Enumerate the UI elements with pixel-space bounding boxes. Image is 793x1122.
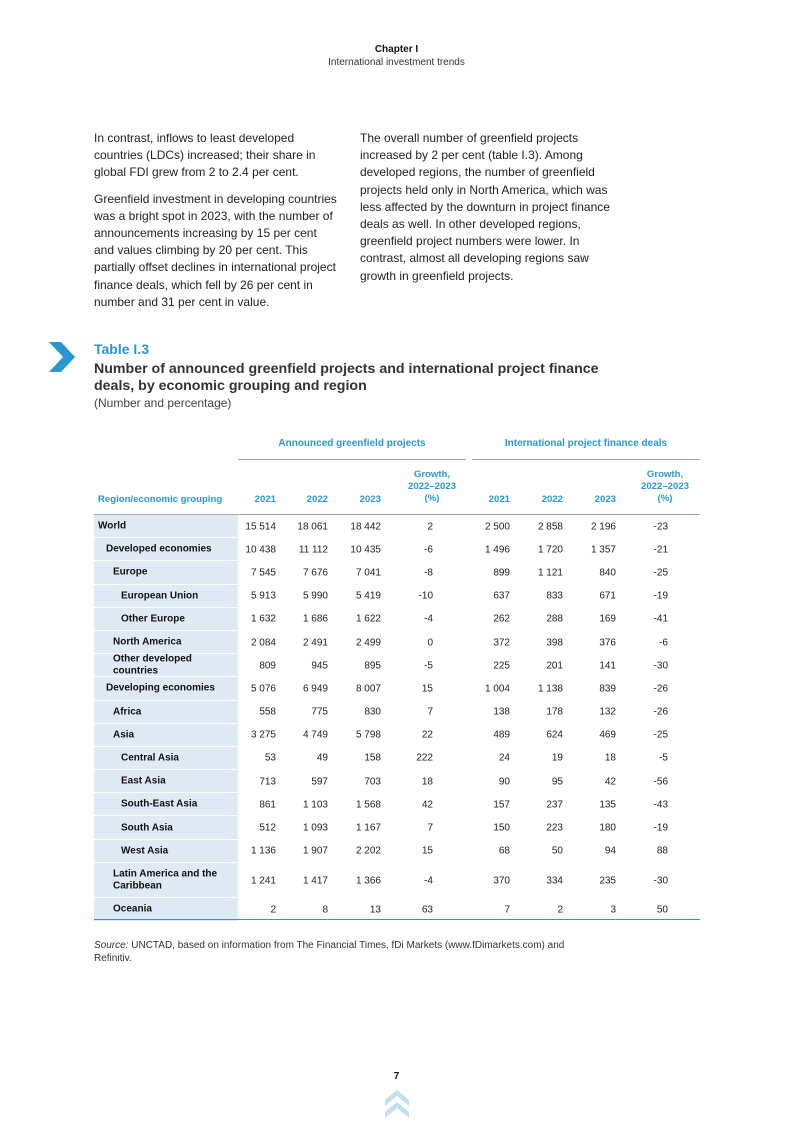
value-cell: 169: [599, 613, 616, 625]
value-cell: 1 622: [355, 613, 381, 625]
row-label: Other developed countries: [113, 653, 192, 677]
growth-cell: 22: [421, 729, 433, 741]
group-divider: [472, 459, 700, 460]
value-cell: 2 196: [590, 521, 616, 533]
row-label: Developed economies: [106, 543, 212, 555]
column-headers: [94, 467, 700, 513]
value-cell: 7 676: [302, 567, 328, 579]
table-row: [94, 515, 700, 538]
value-cell: 5 798: [355, 729, 381, 741]
value-cell: 1 138: [537, 683, 563, 695]
value-cell: 1 241: [250, 875, 276, 887]
value-cell: 1 720: [537, 544, 563, 556]
growth-header-line: (%): [424, 493, 440, 504]
value-cell: 1 121: [537, 567, 563, 579]
table-row: [94, 654, 700, 677]
value-cell: 2 084: [250, 637, 276, 649]
value-cell: 5 419: [355, 590, 381, 602]
value-cell: 2: [270, 904, 276, 916]
value-cell: 1 907: [302, 845, 328, 857]
growth-cell: -19: [653, 822, 668, 834]
value-cell: 895: [364, 660, 381, 672]
row-label: Other Europe: [121, 613, 185, 625]
value-cell: 713: [259, 776, 276, 788]
value-cell: 13: [369, 904, 381, 916]
value-cell: 830: [364, 706, 381, 718]
column-header-2021: 2021: [488, 494, 510, 505]
value-cell: 775: [311, 706, 328, 718]
group-header-greenfield: Announced greenfield projects: [278, 438, 426, 449]
value-cell: 94: [604, 845, 616, 857]
column-header-growth: [394, 469, 470, 505]
growth-cell: -23: [653, 521, 668, 533]
value-cell: 840: [599, 567, 616, 579]
value-cell: 7 545: [250, 567, 276, 579]
growth-cell: 63: [421, 904, 433, 916]
value-cell: 68: [498, 845, 510, 857]
body-column-left: [94, 130, 340, 320]
value-cell: 180: [599, 822, 616, 834]
row-label: Asia: [113, 729, 135, 741]
table-row: [94, 608, 700, 631]
paragraph: Greenfield investment in developing countries was a bright spot in 2023, with the number of announcements increasing by 15 per cent and values climbing by 20 per cent. This partially offset declines in international project finance deals, which fell by 26 per cent in number and 31 per cent in value.: [94, 191, 337, 309]
growth-cell: 15: [421, 683, 433, 695]
value-cell: 150: [493, 822, 510, 834]
value-cell: 1 103: [302, 799, 328, 811]
value-cell: 262: [493, 613, 510, 625]
value-cell: 899: [493, 567, 510, 579]
column-header-2021: 2021: [254, 494, 276, 505]
value-cell: 1 357: [590, 544, 616, 556]
value-cell: 833: [546, 590, 563, 602]
growth-header-line: Growth,: [413, 469, 451, 480]
chapter-title: Chapter I: [374, 44, 419, 55]
growth-cell: -25: [653, 567, 668, 579]
column-header-growth: [628, 469, 702, 505]
column-header-2022: 2022: [541, 494, 563, 505]
value-cell: 18: [604, 752, 616, 764]
body-column-right: [360, 130, 610, 294]
value-cell: 288: [546, 613, 563, 625]
value-cell: 95: [551, 776, 563, 788]
growth-header-line: 2022–2023: [640, 481, 690, 492]
value-cell: 132: [599, 706, 616, 718]
growth-cell: -5: [424, 660, 433, 672]
value-cell: 597: [311, 776, 328, 788]
table-row: [94, 677, 700, 700]
table-title: Number of announced greenfield projects and international project finance deals, by economic grouping and region: [94, 361, 599, 394]
value-cell: 558: [259, 706, 276, 718]
value-cell: 1 568: [355, 799, 381, 811]
value-cell: 3: [610, 904, 616, 916]
value-cell: 90: [498, 776, 510, 788]
value-cell: 1 632: [250, 613, 276, 625]
growth-cell: -21: [653, 544, 668, 556]
growth-cell: -8: [424, 567, 433, 579]
growth-cell: -19: [653, 590, 668, 602]
value-cell: 135: [599, 799, 616, 811]
value-cell: 141: [599, 660, 616, 672]
row-label: South-East Asia: [121, 798, 198, 810]
value-cell: 49: [316, 752, 328, 764]
paragraph: The overall number of greenfield projects increased by 2 per cent (table I.3). Among developed regions, the number of greenfield projects held only in North America, which was less affected by the downturn in project finance deals as well. In other developed regions, greenfield project numbers were lower. In contrast, almost all developing regions saw growth in greenfield projects.: [360, 131, 610, 283]
growth-cell: -4: [424, 613, 433, 625]
row-label: Latin America and the Caribbean: [113, 868, 218, 892]
value-cell: 158: [364, 752, 381, 764]
value-cell: 624: [546, 729, 563, 741]
growth-header-line: 2022–2023: [407, 481, 457, 492]
value-cell: 334: [546, 875, 563, 887]
value-cell: 1 136: [250, 845, 276, 857]
value-cell: 10 438: [245, 544, 276, 556]
growth-cell: 7: [427, 706, 433, 718]
value-cell: 7 041: [355, 567, 381, 579]
growth-cell: 222: [416, 752, 433, 764]
column-header-2022: 2022: [306, 494, 328, 505]
table-row: [94, 840, 700, 863]
growth-cell: -26: [653, 706, 668, 718]
row-label: South Asia: [121, 821, 173, 833]
value-cell: 19: [551, 752, 563, 764]
value-cell: 1 496: [484, 544, 510, 556]
growth-cell: -41: [653, 613, 668, 625]
table-row: [94, 724, 700, 747]
value-cell: 10 435: [350, 544, 381, 556]
source-text: UNCTAD, based on information from The Financial Times, fDi Markets (www.fDimarkets.com) and Refinitiv.: [94, 940, 565, 964]
table-row: [94, 770, 700, 793]
value-cell: 671: [599, 590, 616, 602]
value-cell: 372: [493, 637, 510, 649]
region-column-header: Region/economic grouping: [98, 494, 223, 505]
table-row: [94, 561, 700, 584]
value-cell: 1 093: [302, 822, 328, 834]
value-cell: 5 076: [250, 683, 276, 695]
value-cell: 15 514: [245, 521, 276, 533]
growth-cell: 18: [421, 776, 433, 788]
value-cell: 489: [493, 729, 510, 741]
value-cell: 2 491: [302, 637, 328, 649]
value-cell: 2: [557, 904, 563, 916]
table-row: [94, 793, 700, 816]
value-cell: 50: [551, 845, 563, 857]
value-cell: 225: [493, 660, 510, 672]
table-subtitle: (Number and percentage): [94, 396, 232, 410]
value-cell: 2 500: [484, 521, 510, 533]
value-cell: 201: [546, 660, 563, 672]
growth-cell: -4: [424, 875, 433, 887]
value-cell: 376: [599, 637, 616, 649]
row-label: World: [98, 520, 127, 532]
growth-cell: 50: [656, 904, 668, 916]
growth-cell: -10: [418, 590, 433, 602]
value-cell: 703: [364, 776, 381, 788]
value-cell: 839: [599, 683, 616, 695]
value-cell: 370: [493, 875, 510, 887]
value-cell: 7: [504, 904, 510, 916]
value-cell: 8 007: [355, 683, 381, 695]
growth-cell: 2: [427, 521, 433, 533]
table-row: [94, 816, 700, 839]
value-cell: 11 112: [298, 544, 328, 556]
growth-header-line: (%): [657, 493, 673, 504]
value-cell: 2 858: [537, 521, 563, 533]
group-header-project-finance: International project finance deals: [504, 438, 668, 449]
chevron-right-icon: [49, 342, 75, 372]
value-cell: 18 061: [297, 521, 328, 533]
value-cell: 1 366: [355, 875, 381, 887]
row-label: North America: [113, 636, 182, 648]
value-cell: 5 913: [250, 590, 276, 602]
growth-cell: 15: [421, 845, 433, 857]
growth-cell: -56: [653, 776, 668, 788]
growth-cell: -6: [659, 637, 668, 649]
growth-cell: -26: [653, 683, 668, 695]
growth-cell: -25: [653, 729, 668, 741]
value-cell: 18 442: [350, 521, 381, 533]
value-cell: 53: [264, 752, 276, 764]
row-label: European Union: [121, 589, 199, 601]
row-label: Developing economies: [106, 682, 215, 694]
value-cell: 24: [498, 752, 510, 764]
column-header-2023: 2023: [594, 494, 616, 505]
value-cell: 1 167: [355, 822, 381, 834]
value-cell: 809: [259, 660, 276, 672]
table-row: [94, 863, 700, 899]
chapter-subtitle: International investment trends: [328, 57, 465, 68]
table-bottom-rule: [94, 919, 700, 920]
growth-cell: 88: [656, 845, 668, 857]
growth-cell: -6: [424, 544, 433, 556]
table-row: [94, 747, 700, 770]
growth-cell: 0: [427, 637, 433, 649]
growth-cell: -43: [653, 799, 668, 811]
growth-cell: -30: [653, 660, 668, 672]
table-body: [94, 515, 700, 922]
table-row: [94, 701, 700, 724]
value-cell: 157: [493, 799, 510, 811]
table-row: [94, 585, 700, 608]
value-cell: 42: [604, 776, 616, 788]
group-divider: [238, 459, 466, 460]
value-cell: 861: [259, 799, 276, 811]
row-label: West Asia: [121, 844, 169, 856]
value-cell: 235: [599, 875, 616, 887]
value-cell: 4 749: [302, 729, 328, 741]
value-cell: 512: [259, 822, 276, 834]
growth-cell: -30: [653, 875, 668, 887]
growth-cell: 7: [427, 822, 433, 834]
value-cell: 1 004: [484, 683, 510, 695]
value-cell: 469: [599, 729, 616, 741]
scroll-up-icon: [385, 1090, 409, 1120]
row-label: Europe: [113, 566, 148, 578]
value-cell: 237: [546, 799, 563, 811]
page-number: 7: [393, 1071, 400, 1082]
value-cell: 3 275: [250, 729, 276, 741]
value-cell: 1 417: [302, 875, 328, 887]
row-label: Oceania: [113, 903, 152, 915]
value-cell: 1 686: [302, 613, 328, 625]
row-label: Africa: [113, 705, 142, 717]
growth-header-line: Growth,: [646, 469, 684, 480]
value-cell: 398: [546, 637, 563, 649]
page-header: [0, 43, 793, 69]
value-cell: 2 202: [355, 845, 381, 857]
value-cell: 637: [493, 590, 510, 602]
value-cell: 178: [546, 706, 563, 718]
paragraph: In contrast, inflows to least developed countries (LDCs) increased; their share in global FDI grew from 2 to 2.4 per cent.: [94, 131, 316, 180]
growth-cell: 42: [421, 799, 433, 811]
table-row: [94, 631, 700, 654]
table-row: [94, 538, 700, 561]
row-label: Central Asia: [121, 752, 179, 764]
table-number: Table I.3: [94, 341, 149, 357]
value-cell: 138: [493, 706, 510, 718]
growth-cell: -5: [659, 752, 668, 764]
value-cell: 223: [546, 822, 563, 834]
value-cell: 945: [311, 660, 328, 672]
column-header-2023: 2023: [359, 494, 381, 505]
row-label: East Asia: [121, 775, 166, 787]
source-note: [94, 939, 594, 965]
value-cell: 6 949: [302, 683, 328, 695]
value-cell: 8: [322, 904, 328, 916]
value-cell: 5 990: [302, 590, 328, 602]
value-cell: 2 499: [355, 637, 381, 649]
source-label: Source:: [94, 940, 129, 951]
